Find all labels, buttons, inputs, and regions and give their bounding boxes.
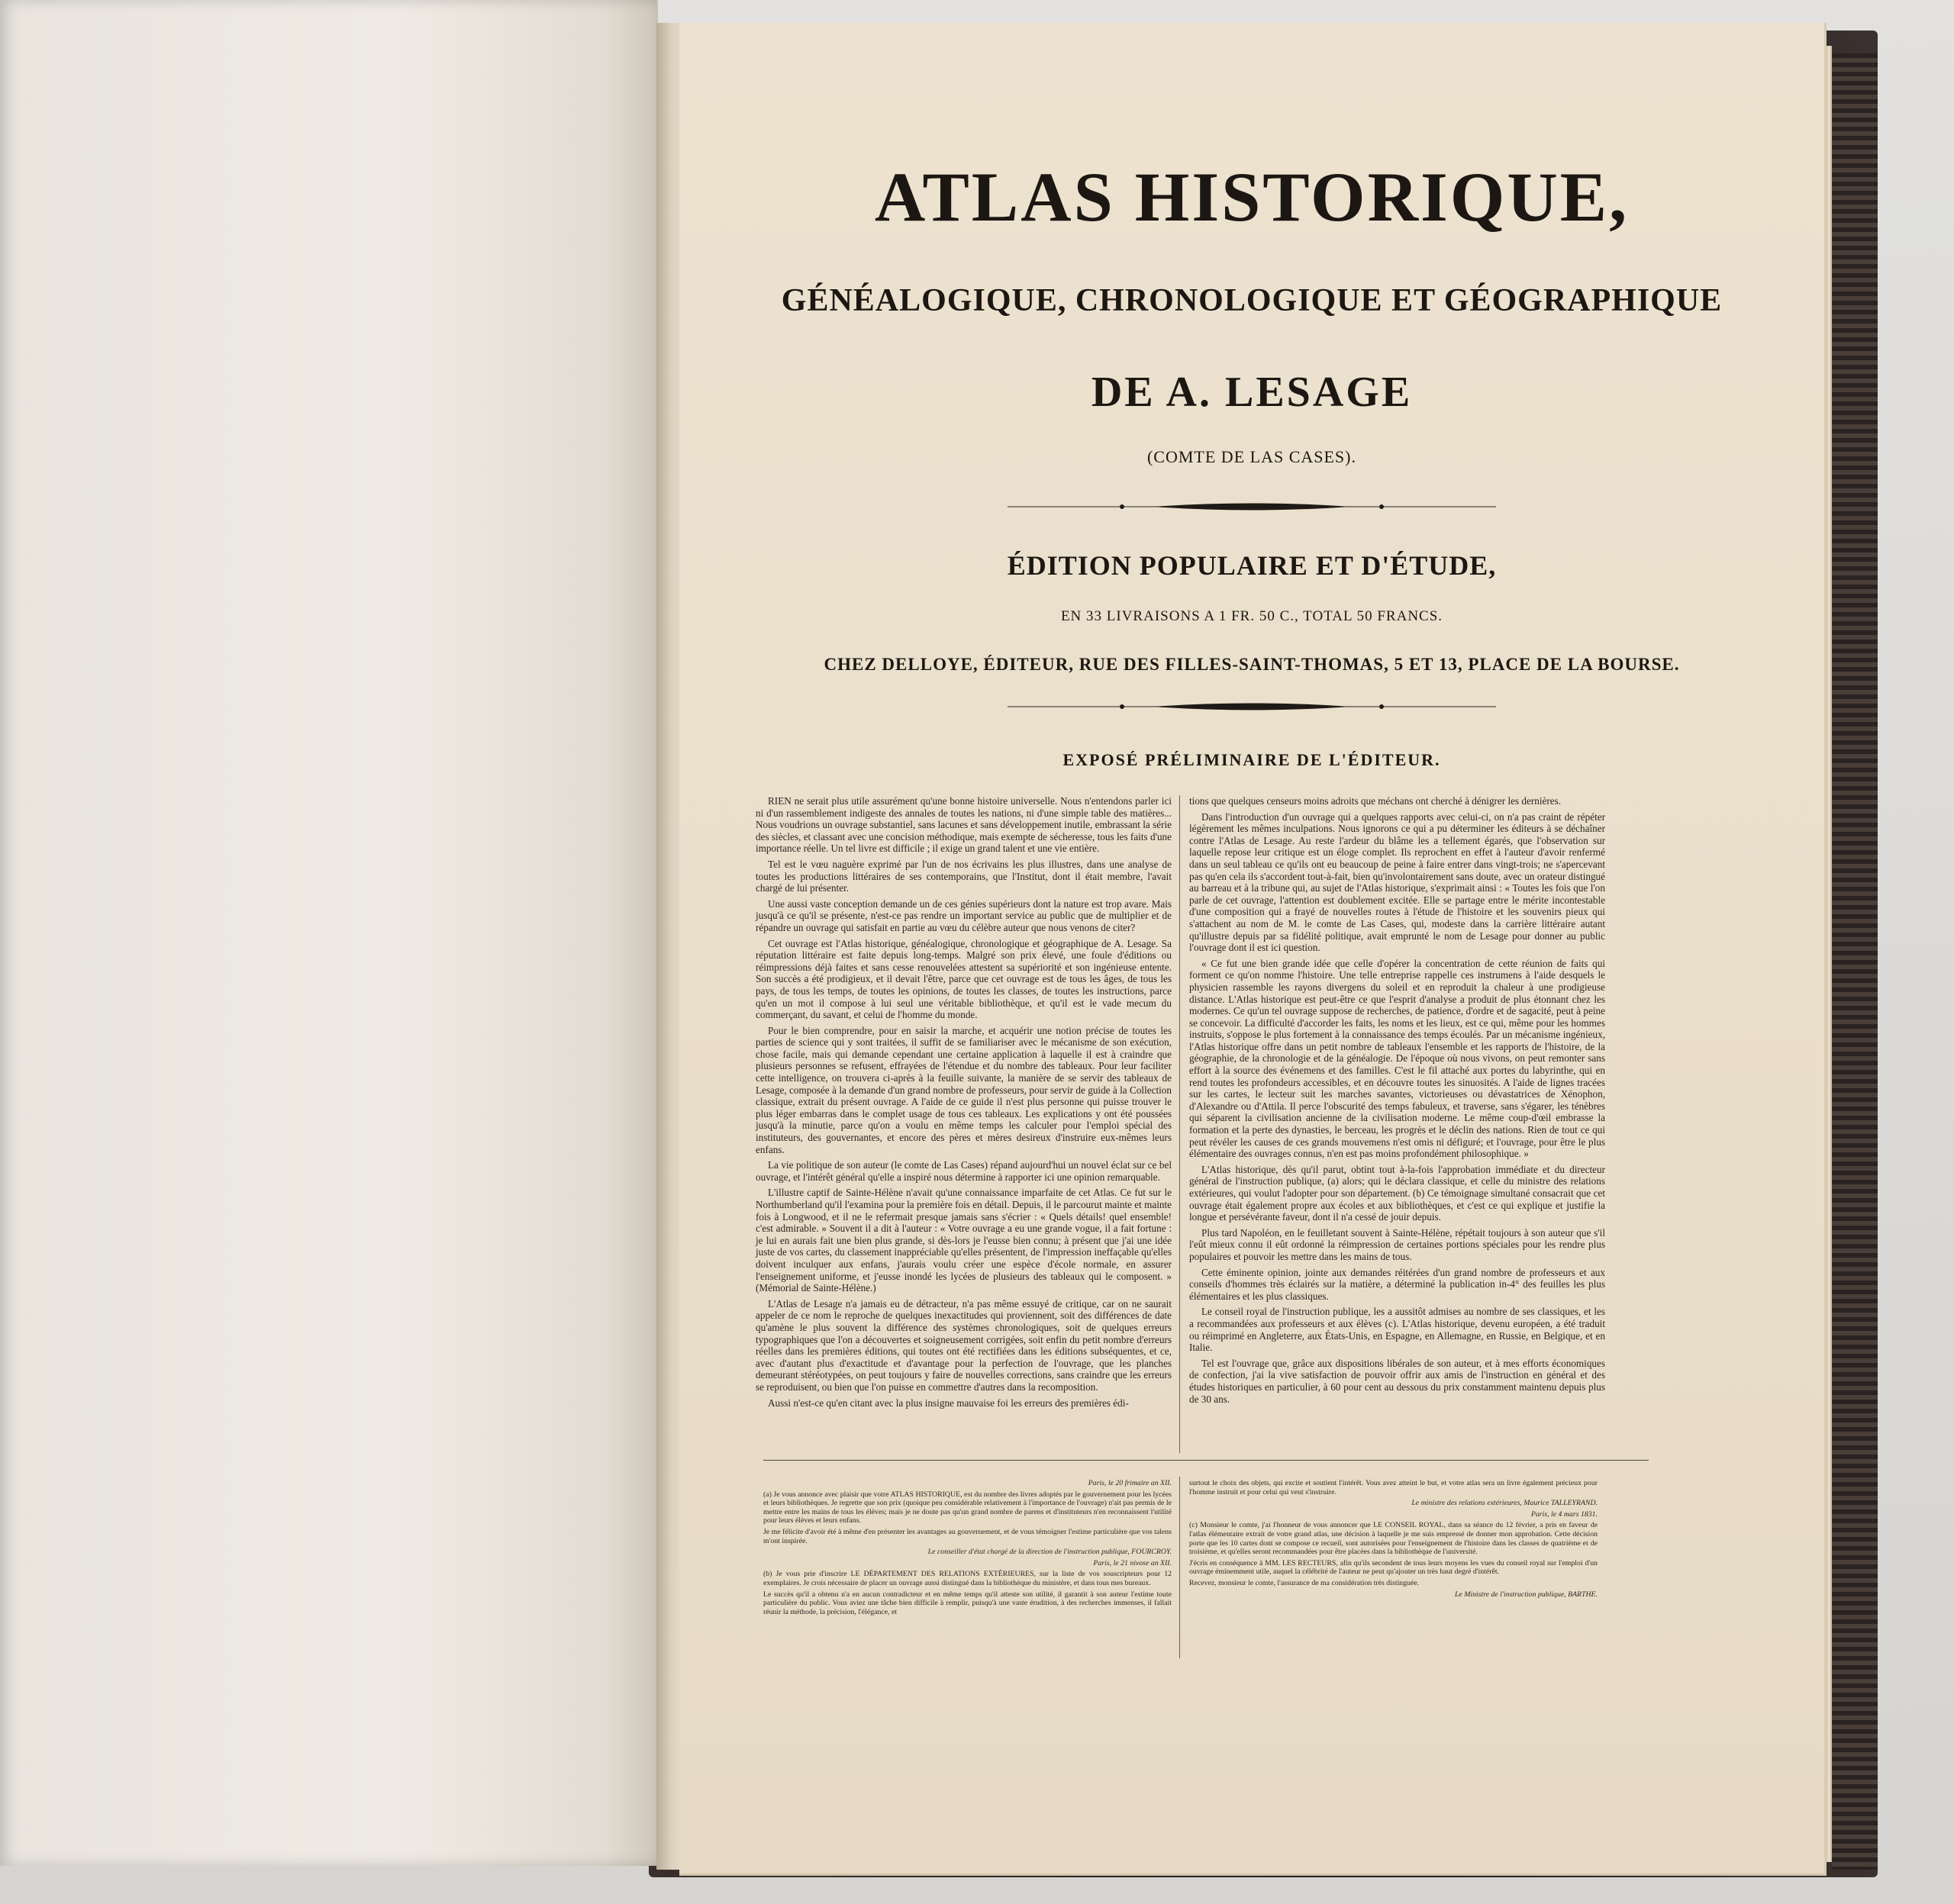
column-divider — [1179, 795, 1180, 1453]
section-heading: EXPOSÉ PRÉLIMINAIRE DE L'ÉDITEUR. — [1062, 750, 1441, 769]
subtitle: GÉNÉALOGIQUE, CHRONOLOGIQUE ET GÉOGRAPHIQUE — [781, 283, 1723, 318]
footnote-signature: Le conseiller d'état chargé de la direction de l'instruction publique, FOURCROY. — [927, 1548, 1172, 1557]
body-column-left — [756, 795, 1172, 1413]
paragraph: Aussi n'est-ce qu'en citant avec la plus insigne mauvaise foi les erreurs des premières édi- — [768, 1397, 1129, 1409]
author-line: DE A. LESAGE — [1091, 369, 1413, 416]
footnote-text: (a) Je vous annonce avec plaisir que votre ATLAS HISTORIQUE, est du nombre des livres adoptés par le gouvernement pour les lycées et leurs bibliothèques. Je regrette que son prix (quoique peu considérable relativement à l'importance de l'ouvrage) n'ait pas permis de le mettre entre les mains de tous les élèves; mais je ne doute pas qu'un grand nombre de parens et d'instituteurs n'en reconnaissent l'utilité pour leurs élèves et leurs enfans. — [763, 1490, 1172, 1525]
author-note: (COMTE DE LAS CASES). — [1146, 447, 1356, 466]
paragraph: L'illustre captif de Sainte-Hélène n'avait qu'une connaissance imparfaite de cet Atlas. Ce fut sur le Northumberland qu'il l'examina pour la première fois en détail. Depuis, il le parcourut mainte et mainte fois à Longwood, et il ne le refermait presque jamais sans s'écrier : « Quels détails! quel ensemble! c'est admirable. » Souvent il a dit à l'auteur : « Votre ouvrage a eu une grande vogue, il a fait fortune : je lui en aurais fait une bien plus grande, si dès-lors je l'eusse bien connu; à présent que j'ai une idée juste de vos cartes, du classement inappréciable qu'elles présentent, de l'impression ineffaçable qu'elles doivent inculquer aux enfans, j'aurais voulu créer une espèce d'école normale, en assurer l'enseignement uniforme, et j'eusse inondé les lycées de plusieurs des tableaux qui le composent. » (Mémorial de Sainte-Hélène.) — [756, 1187, 1172, 1294]
footnote-signature: Le ministre des relations extérieures, Maurice TALLEYRAND. — [1411, 1499, 1598, 1508]
footnote-dateline: Paris, le 20 frimaire an XII. — [1088, 1479, 1172, 1487]
paragraph: « Ce fut une bien grande idée que celle d'opérer la concentration de cette réunion de faits qui forment ce qu'on nomme l'histoire. Une telle entreprise rappelle ces instrumens à l'aide desquels le physicien rassemble les rayons divergens du soleil et en reproduit la chaleur à une prodigieuse distance. L'Atlas historique est peut-être ce que l'esprit d'analyse a produit de plus étonnant chez les modernes. Ce qu'un tel ouvrage suppose de recherches, de patience, d'ordre et de sagacité, peut à peine se concevoir. La difficulté d'accorder les faits, les noms et les lieux, est ce qui, même pour les hommes instruits, s'oppose le plus fortement à la connaissance des temps écoulés. Par un mécanisme ingénieux, l'Atlas historique offre dans un petit nombre de tableaux l'ensemble et les rapports de l'histoire, de la géographie, de la chronologie et de la généalogie. De l'époque où nous vivons, on peut remonter sans effort à la source des événemens et des familles. C'est le fil attaché aux portes du labyrinthe, qui en rend toutes les profondeurs accessibles, et en découvre toutes les sinuosités. A l'aide de lignes tracées sur les cartes, le lecteur suit les marches savantes, victorieuses ou dévastatrices de Xénophon, d'Alexandre ou d'Attila. Il perce l'obscurité des temps fabuleux, et traverse, sans s'égarer, les ténèbres qui séparent la civilisation ancienne de la civilisation moderne. Le même coup-d'œil embrasse la formation et la perte des dynasties, le berceau, les progrès et le déclin des nations. Rien de tout ce qui peut révéler les causes de ces grands mouvemens n'est omis ni défiguré; et l'ouvrage, pour être le plus élémentaire des ouvrages connus, n'en est pas moins profondément philosophique. » — [1189, 957, 1605, 1160]
footnote-signature: Le Ministre de l'instruction publique, BARTHE. — [1454, 1590, 1598, 1599]
book-spine-edge — [1832, 53, 1878, 1870]
title-page — [679, 23, 1827, 1876]
paragraph: Dans l'introduction d'un ouvrage qui a quelques rapports avec celui-ci, on n'a pas craint de répéter légèrement les mêmes inculpations. Nous ignorons ce qui a pu déterminer les éditeurs à se déchaîner contre l'Atlas de Lesage. Au reste l'ardeur du blâme les a tellement égarés, que l'observation sur laquelle repose leur critique est un éloge complet. Ils reprochent en effet à l'auteur d'avoir renfermé dans un seul tableau ce qu'ils ont eu beaucoup de peine à faire entrer dans vingt-trois; ne s'apercevant pas qu'en cela ils s'accordent tout-à-fait, bien qu'involontairement sans doute, avec un orateur distingué au barreau et à la tribune qui, au sujet de l'Atlas historique, s'exprimait ainsi : « Toutes les fois que l'on parle de cet ouvrage, l'attention est doublement excitée. Elle se partage entre le mérite incontestable d'une composition qui a frayé de nouvelles routes à l'étude de l'histoire et les souvenirs pieux qui s'attachent au nom de M. le comte de Las Cases, qui, modeste dans la carrière littéraire autant qu'illustre depuis par sa fidélité politique, avait emprunté le nom de Lesage pour donner au public l'ouvrage dont il est ici question. — [1189, 810, 1605, 954]
footnote-dateline: Paris, le 4 mars 1831. — [1530, 1509, 1598, 1519]
paragraph: Tel est l'ouvrage que, grâce aux dispositions libérales de son auteur, et à mes efforts économiques de confection, j'ai la vive satisfaction de pouvoir offrir aux amis de l'instruction en général et des études historiques en particulier, à 60 pour cent au dessous du prix constamment maintenu depuis plus de 30 ans. — [1189, 1357, 1605, 1405]
footnotes-right — [1189, 1479, 1598, 1601]
paragraph: Cette éminente opinion, jointe aux demandes réitérées d'un grand nombre de professeurs et aux conseils d'hommes très éclairés sur la matière, a déterminé la publication in-4° des feuilles les plus élémentaires et les plus classiques. — [1189, 1266, 1605, 1302]
main-title: ATLAS HISTORIQUE, — [874, 158, 1630, 236]
footnote-text: Le succès qu'il a obtenu n'a en aucun contradicteur et en même temps qu'il atteste son utilité, il garantit à son auteur l'estime toute particulière du public. Vous aviez une tâche bien difficile à remplir, puisqu'à une vaste érudition, à des recherches immenses, il fallait réunir la méthode, la précision, l'élégance, et — [763, 1590, 1172, 1616]
paragraph: Plus tard Napoléon, en le feuilletant souvent à Sainte-Hélène, répétait toujours à son auteur que s'il l'eût mieux connu il eût ordonné la réimpression de certaines portions spéciales pour les rendre plus populaires et pouvoir les mettre dans les mains de tous. — [1189, 1226, 1605, 1262]
paragraph: Tel est le vœu naguère exprimé par l'un de nos écrivains les plus illustres, dans une analyse de toutes les productions littéraires de ses contemporains, que l'Institut, dont il était membre, l'avait chargé de lui présenter. — [756, 858, 1172, 894]
paragraph: Cet ouvrage est l'Atlas historique, généalogique, chronologique et géographique de A. Lesage. Sa réputation littéraire est faite depuis long-temps. Malgré son prix élevé, une foule d'éditions ou réimpressions déjà faites et sans cesse renouvelées attestent sa supériorité et son ingénieuse entente. Son succès a été prodigieux, et il devait l'être, parce que cet ouvrage est de tous les âges, de tous les pays, de tous les temps, de toutes les opinions, de toutes les classes, de toutes les instructions, parce qu'en un mot il compose à lui seul une véritable bibliothèque, et qu'il est le vade mecum du commerçant, du savant, et celui de l'homme du monde. — [756, 937, 1172, 1021]
body-column-right — [1189, 795, 1605, 1409]
paragraph: Une aussi vaste conception demande un de ces génies supérieurs dont la nature est trop avare. Mais jusqu'à ce qu'il se présente, n'est-ce pas rendre un important service au public que de multiplier et de répandre un ouvrage qui satisfait en partie au vœu du célèbre auteur que nous venons de citer? — [756, 897, 1172, 933]
paragraph: Pour le bien comprendre, pour en saisir la marche, et acquérir une notion précise de toutes les parties de science qui y sont traitées, il suffit de se familiariser avec le mécanisme de son exécution, chose facile, mais qui demande cependant une certaine application à laquelle il est à craindre que plusieurs personnes se refusent, effrayées de l'étendue et du nombre des tableaux. Pour leur faciliter cette intelligence, on trouvera ci-après à la feuille suivante, la manière de se servir des tableaux de Lesage, composée à la demande d'un grand nombre de professeurs, pour servir de guide à la Collection classique, extrait du présent ouvrage. A l'aide de ce guide il n'est plus personne qui puisse trouver le plus léger embarras dans le complet usage de tous ces tableaux. Les explications y ont été poussées jusqu'à la minutie, parce qu'on a voulu en même temps les calculer pour l'emploi spécial des instituteurs, des gouvernantes, et encore des pères et mères desireux d'instruire eux-mêmes leurs enfans. — [756, 1024, 1172, 1155]
edition-heading: ÉDITION POPULAIRE ET D'ÉTUDE, — [1007, 550, 1497, 581]
footnotes-left — [763, 1479, 1172, 1619]
price-line: EN 33 LIVRAISONS A 1 FR. 50 C., TOTAL 50 FRANCS. — [1060, 608, 1443, 624]
ornamental-rule-bottom — [1008, 701, 1496, 712]
paragraph: L'Atlas historique, dès qu'il parut, obtint tout à-la-fois l'approbation immédiate et du directeur général de l'instruction publique, (a) alors; qui le déclara classique, et celle du ministre des relations extérieures, qui voulut l'adopter pour son département. (b) Ce témoignage simultané consacrait que cet ouvrage était également propre aux écoles et aux bibliothèques, et c'est ce qui explique et justifie la longue et persévérante faveur, dont il n'a cessé de jouir depuis. — [1189, 1163, 1605, 1223]
publisher-line: CHEZ DELLOYE, ÉDITEUR, RUE DES FILLES-SAINT-THOMAS, 5 ET 13, PLACE DE LA BOURSE. — [824, 655, 1680, 674]
footnote-text: J'écris en conséquence à MM. LES RECTEURS, afin qu'ils secondent de tous leurs moyens les vues du conseil royal sur l'emploi d'un ouvrage éminemment utile, auquel la célébrité de l'auteur ne peut qu'ajouter un très haut degré d'intérêt. — [1189, 1558, 1598, 1577]
paragraph: La vie politique de son auteur (le comte de Las Cases) répand aujourd'hui un nouvel éclat sur ce bel ouvrage, et l'intérêt général qu'elle a inspiré nous détermine à rapporter ici une opinion remarquable. — [756, 1159, 1172, 1183]
footnote-dateline: Paris, le 21 nivose an XII. — [1093, 1558, 1172, 1567]
ornamental-rule-top — [1008, 501, 1496, 512]
blank-left-page — [0, 0, 658, 1866]
footnote-text: Recevez, monsieur le comte, l'assurance de ma considération très distinguée. — [1189, 1578, 1420, 1587]
footnote-text: (c) Monsieur le comte, j'ai l'honneur de vous annoncer que LE CONSEIL ROYAL, dans sa séance du 12 février, a pris en faveur de l'atlas élémentaire extrait de votre grand atlas, une décision à laquelle je me suis empressé de donner mon approbation. Cette décision porte que les 10 cartes dont se compose ce recueil, sont autorisées pour l'enseignement de l'histoire dans les classes de quatrième et de troisième, et qu'elles seront recommandées pour être placées dans la bibliothèque de l'université. — [1189, 1521, 1598, 1557]
paragraph: L'Atlas de Lesage n'a jamais eu de détracteur, n'a pas même essuyé de critique, car on ne saurait appeler de ce nom le reproche de quelques inexactitudes qui proviennent, soit des différences de date qu'amène le plus souvent la différence des systèmes chronologiques, soit de quelques erreurs typographiques que l'on a découvertes et soigneusement corrigées, soit enfin du petit nombre d'erreurs réelles dans les premières éditions, qui toutes ont été rectifiées dans les éditions subséquentes, et ce, avec d'autant plus d'exactitude et d'avantage pour la perfection de l'ouvrage, que les planches demeurant stéréotypées, on peut toujours y faire de nouvelles corrections, sans craindre que les erreurs se reproduisent, ou bien que l'on puisse en commettre d'autres dans la recomposition. — [756, 1297, 1172, 1393]
footnote-text: (b) Je vous prie d'inscrire LE DÉPARTEMENT DES RELATIONS EXTÉRIEURES, sur la liste de vos souscripteurs pour 12 exemplaires. Je crois nécessaire de placer un ouvrage aussi distingué dans la bibliothèque du ministère, et dans tous mes bureaux. — [763, 1570, 1172, 1587]
paragraph: tions que quelques censeurs moins adroits que méchans ont cherché à dénigrer les dernières. — [1189, 795, 1562, 807]
footnote-divider — [1179, 1477, 1180, 1658]
paragraph: Le conseil royal de l'instruction publique, les a aussitôt admises au nombre de ses classiques, et les a recommandées aux professeurs et aux élèves (c). L'Atlas historique, devenu européen, a été traduit ou réimprimé en Angleterre, aux États-Unis, en Espagne, en Allemagne, en Russie, en Belgique, et en Italie. — [1189, 1306, 1605, 1354]
footnote-text: Je me félicite d'avoir été à même d'en présenter les avantages au gouvernement, et de vous témoigner l'estime particulière que vos talens m'ont inspirée. — [763, 1527, 1172, 1545]
footnote-text: surtout le choix des objets, qui excite et soutient l'intérêt. Vous avez atteint le but, et votre atlas sera un livre également précieux pour l'homme instruit et pour celui qui veut s'instruire. — [1189, 1479, 1598, 1496]
footnote-rule — [763, 1460, 1649, 1461]
paragraph: RIEN ne serait plus utile assurément qu'une bonne histoire universelle. Nous n'entendons parler ici ni d'un rassemblement indigeste des annales de toutes les nations, ni d'une simple table des matières... Nous voudrions un ouvrage substantiel, sans lacunes et sans développement inutile, embrassant la série des siècles, et classant avec une concision méthodique, mais exempte de sécheresse, tous les faits d'une importance réelle. Un tel livre est difficile ; il exige un grand talent et une vie entière. — [756, 795, 1172, 855]
